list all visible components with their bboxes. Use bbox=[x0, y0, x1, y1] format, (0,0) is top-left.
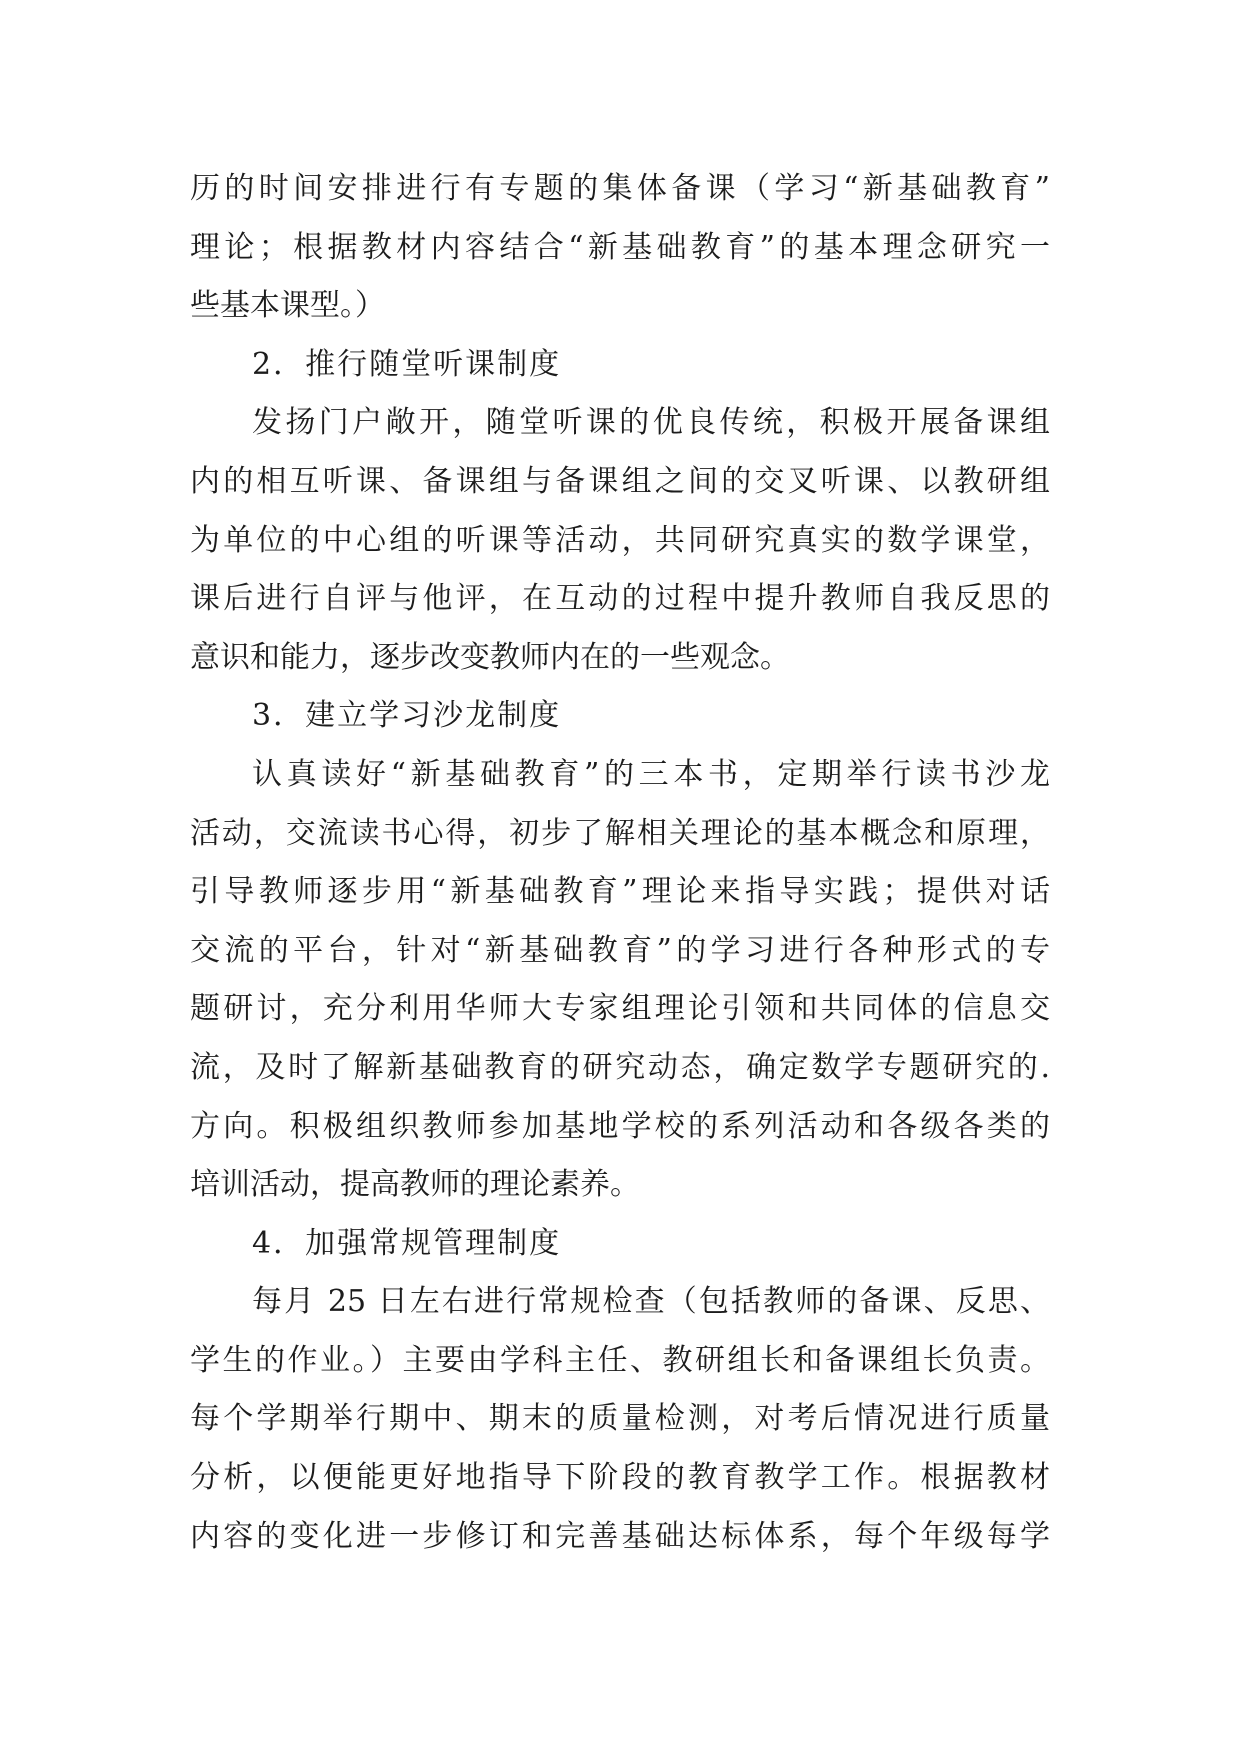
section-heading: 3．建立学习沙龙制度 bbox=[252, 698, 562, 734]
section-3 bbox=[190, 687, 1050, 1214]
text-line: 方向。积极组织教师参加基地学校的系列活动和各级各类的 bbox=[190, 1108, 1050, 1144]
text-line: 意识和能力，逐步改变教师内在的一些观念。 bbox=[190, 639, 790, 675]
section-2 bbox=[190, 336, 1050, 688]
text-line: 历的时间安排进行有专题的集体备课（学习“新基础教育” bbox=[190, 171, 1050, 206]
text-line: 发扬门户敞开，随堂听课的优良传统，积极开展备课组 bbox=[252, 405, 1050, 441]
section-heading: 2．推行随堂听课制度 bbox=[252, 346, 562, 382]
text-line: 引导教师逐步用“新基础教育”理论来指导实践；提供对话 bbox=[190, 874, 1050, 910]
text-line: 培训活动，提高教师的理论素养。 bbox=[190, 1167, 640, 1203]
section-heading: 4．加强常规管理制度 bbox=[252, 1225, 562, 1261]
document-body bbox=[190, 160, 1050, 1566]
text-line: 每个学期举行期中、期末的质量检测，对考后情况进行质量 bbox=[190, 1401, 1050, 1437]
text-line: 流，及时了解新基础教育的研究动态，确定数学专题研究的. bbox=[190, 1049, 1050, 1085]
text-line: 每月 25 日左右进行常规检查（包括教师的备课、反思、 bbox=[252, 1284, 1050, 1320]
text-line: 分析，以便能更好地指导下阶段的教育教学工作。根据教材 bbox=[190, 1460, 1050, 1496]
text-line: 些基本课型。） bbox=[190, 288, 385, 324]
text-line: 内的相互听课、备课组与备课组之间的交叉听课、以教研组 bbox=[190, 463, 1050, 499]
text-line: 理论；根据教材内容结合“新基础教育”的基本理念研究一 bbox=[190, 229, 1050, 265]
text-line: 课后进行自评与他评，在互动的过程中提升教师自我反思的 bbox=[190, 581, 1050, 617]
section-4 bbox=[190, 1215, 1050, 1567]
text-line: 学生的作业。）主要由学科主任、教研组长和备课组长负责。 bbox=[190, 1342, 1050, 1378]
intro-paragraph bbox=[190, 160, 1050, 336]
text-line: 内容的变化进一步修订和完善基础达标体系，每个年级每学 bbox=[190, 1518, 1050, 1554]
text-line: 交流的平台，针对“新基础教育”的学习进行各种形式的专 bbox=[190, 932, 1050, 968]
text-line: 为单位的中心组的听课等活动，共同研究真实的数学课堂， bbox=[190, 522, 1050, 558]
text-line: 认真读好“新基础教育”的三本书，定期举行读书沙龙 bbox=[252, 756, 1050, 792]
text-line: 题研讨，充分利用华师大专家组理论引领和共同体的信息交 bbox=[190, 991, 1050, 1027]
text-line: 活动，交流读书心得，初步了解相关理论的基本概念和原理， bbox=[190, 815, 1050, 851]
